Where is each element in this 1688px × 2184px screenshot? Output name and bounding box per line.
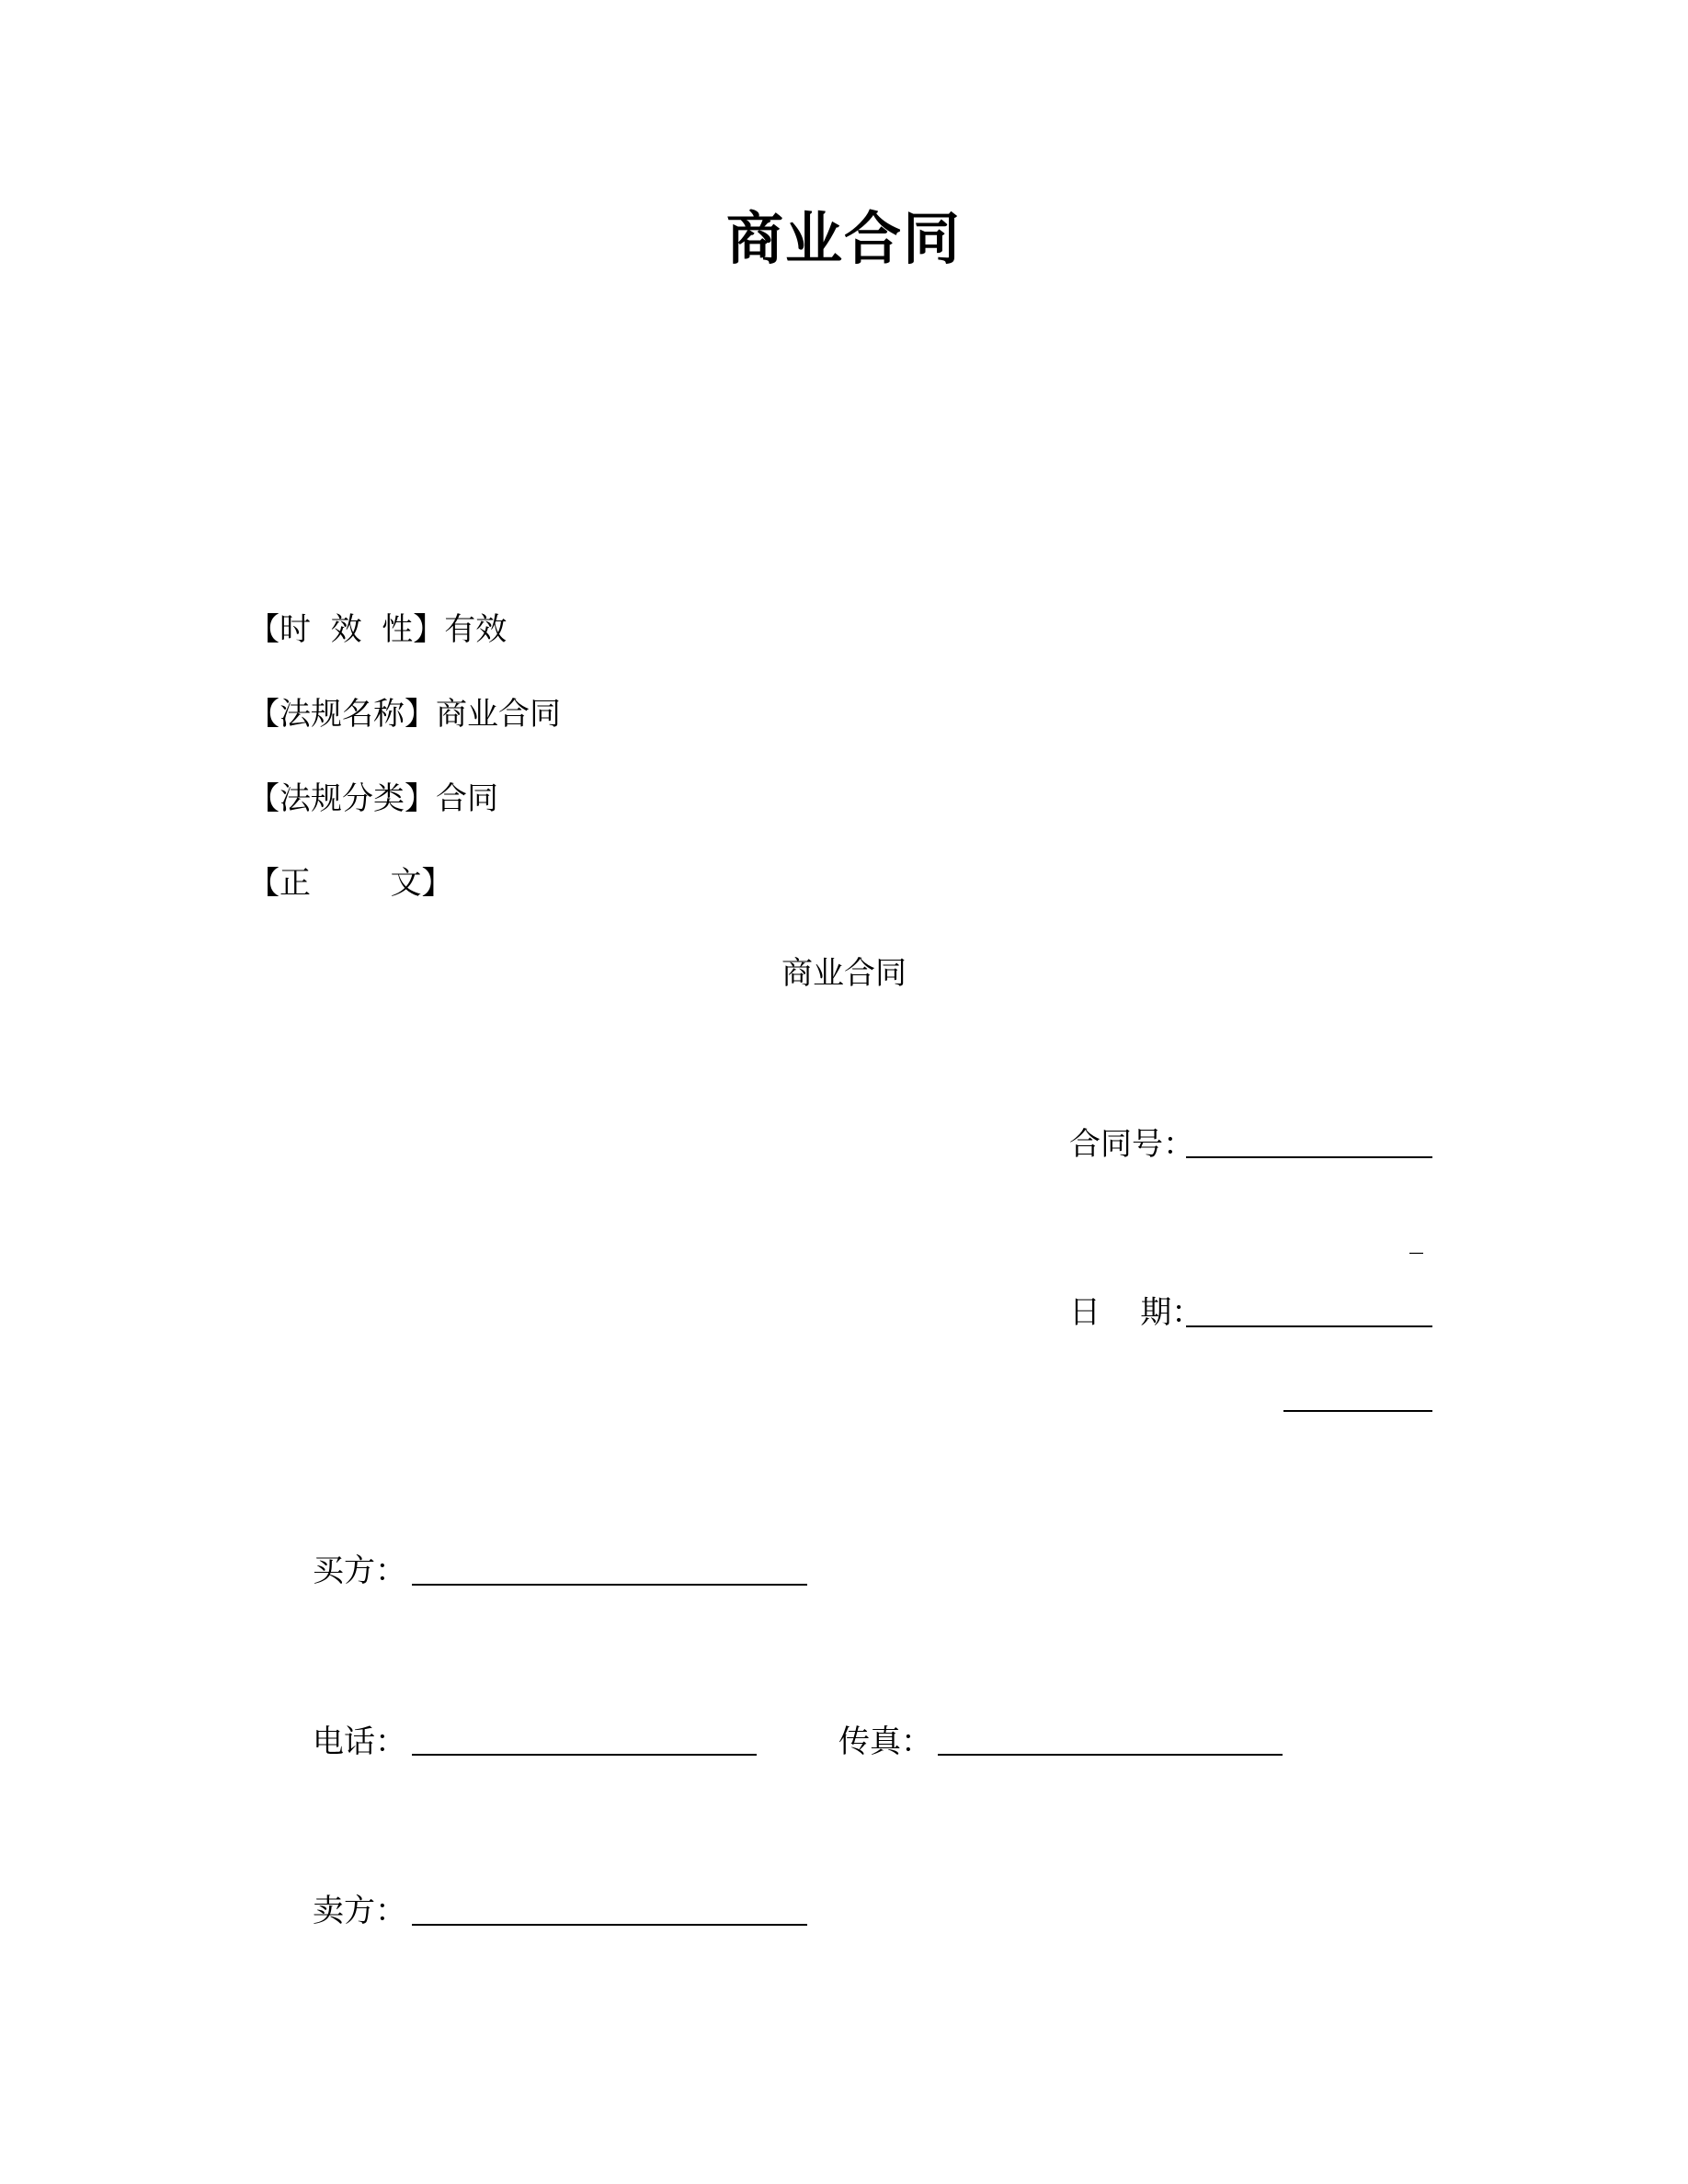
- date-label: 日 期：: [1069, 1294, 1203, 1331]
- meta-validity: [248, 609, 507, 651]
- meta-body-text: [248, 862, 452, 904]
- buyer-label: 买方：: [313, 1553, 406, 1589]
- contract-no-label: 合同号：: [1069, 1126, 1194, 1163]
- meta-regulation-category: [248, 778, 498, 820]
- phone-label: 电话：: [313, 1723, 406, 1760]
- meta-regulation-name: [248, 693, 561, 735]
- meta-regulation-name-value: 商业合同: [436, 696, 561, 733]
- phone-input-line[interactable]: [412, 1754, 757, 1756]
- meta-validity-label: 【时 效 性】: [248, 611, 445, 648]
- meta-body-text-label: 【正 文】: [248, 865, 453, 902]
- fax-input-line[interactable]: [938, 1754, 1283, 1756]
- seller-label: 卖方：: [313, 1893, 406, 1929]
- contract-subtitle: 商业合同: [781, 955, 907, 992]
- fax-label: 传真：: [838, 1723, 932, 1760]
- meta-regulation-name-label: 【法规名称】: [248, 696, 436, 733]
- document-title: 商业合同: [725, 205, 962, 272]
- date-extra-line[interactable]: [1283, 1410, 1432, 1412]
- meta-validity-value: 有效: [444, 611, 508, 648]
- seller-input-line[interactable]: [412, 1924, 807, 1926]
- buyer-input-line[interactable]: [412, 1584, 807, 1586]
- contract-no-input-line[interactable]: [1186, 1156, 1432, 1158]
- meta-regulation-category-label: 【法规分类】: [248, 780, 436, 817]
- dash-mark: _: [1409, 1223, 1423, 1255]
- meta-regulation-category-value: 合同: [436, 780, 498, 817]
- date-input-line[interactable]: [1186, 1325, 1432, 1327]
